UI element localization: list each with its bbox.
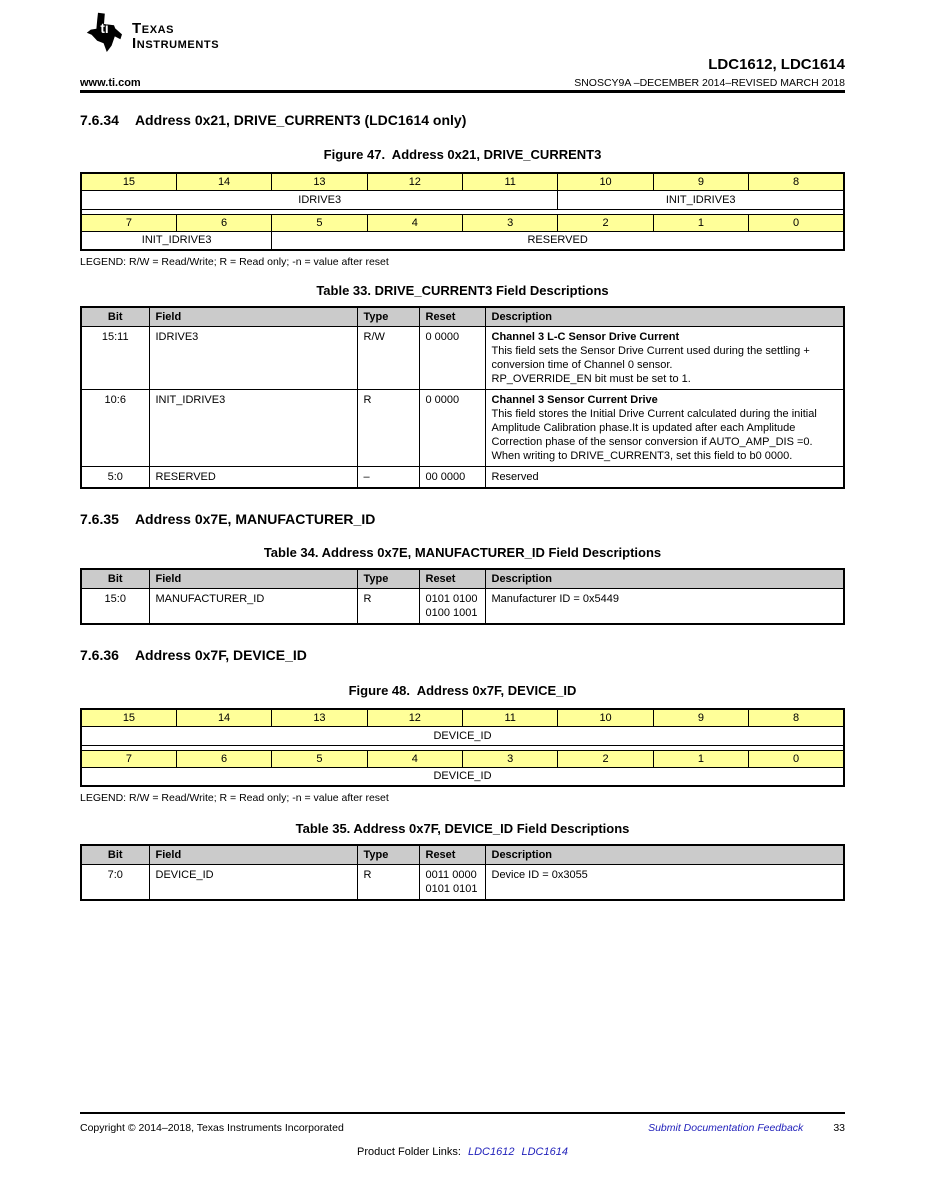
field-row-low <box>81 231 844 250</box>
figure-47-legend: LEGEND: R/W = Read/Write; R = Read only; -n = value after reset <box>80 256 389 268</box>
description-text: RP_OVERRIDE_EN bit must be set to 1. <box>491 373 691 385</box>
section-heading-7-6-34 <box>80 112 845 128</box>
product-link-ldc1614[interactable]: LDC1614 <box>521 1146 568 1158</box>
bit-cell: 9 <box>653 709 748 726</box>
register-field: RESERVED <box>272 231 844 250</box>
copyright-notice: Copyright © 2014–2018, Texas Instruments Incorporated <box>80 1122 344 1134</box>
bit-cell: 3 <box>463 214 558 231</box>
description-title: Channel 3 L-C Sensor Drive Current <box>491 331 680 343</box>
reset-value: 0 0000 <box>419 327 485 390</box>
table-35-caption: Table 35. Address 0x7F, DEVICE_ID Field Descriptions <box>295 821 630 836</box>
bit-cell: 0 <box>749 214 844 231</box>
figure-48-caption: Figure 48. Address 0x7F, DEVICE_ID <box>348 683 577 698</box>
column-header-description: Description <box>485 845 844 865</box>
table-row <box>81 589 844 625</box>
register-field: DEVICE_ID <box>81 726 844 745</box>
reset-value <box>419 865 485 901</box>
bit-cell: 7 <box>81 214 176 231</box>
field-type: R <box>357 589 419 625</box>
field-type: – <box>357 467 419 489</box>
bit-cell: 15 <box>81 709 176 726</box>
column-header-reset: Reset <box>419 845 485 865</box>
register-field: INIT_IDRIVE3 <box>81 231 272 250</box>
bit-cell: 3 <box>463 750 558 767</box>
bit-cell: 6 <box>176 750 271 767</box>
register-field: INIT_IDRIVE3 <box>558 190 844 209</box>
bit-range: 15:0 <box>81 589 149 625</box>
product-folder-label: Product Folder Links: <box>357 1146 461 1158</box>
reset-value: 00 0000 <box>419 467 485 489</box>
table-row <box>81 327 844 390</box>
bit-cell: 4 <box>367 750 462 767</box>
figure-48-legend: LEGEND: R/W = Read/Write; R = Read only; -n = value after reset <box>80 792 389 804</box>
field-description <box>485 467 844 489</box>
brand-line-2: INSTRUMENTS <box>132 35 220 52</box>
field-type: R <box>357 865 419 901</box>
table-34 <box>80 568 845 625</box>
section-title: Address 0x21, DRIVE_CURRENT3 (LDC1614 only) <box>134 112 467 128</box>
bit-cell: 9 <box>653 173 748 190</box>
description-text: When writing to DRIVE_CURRENT3, set this field to b0 0000. <box>491 450 793 462</box>
section-title: Address 0x7E, MANUFACTURER_ID <box>134 511 376 527</box>
submit-feedback-link[interactable]: Submit Documentation Feedback <box>648 1122 804 1134</box>
field-name: RESERVED <box>149 467 357 489</box>
field-description: Manufacturer ID = 0x5449 <box>485 589 844 625</box>
bit-cell: 7 <box>81 750 176 767</box>
field-name: MANUFACTURER_ID <box>149 589 357 625</box>
bit-cell: 10 <box>558 173 653 190</box>
svg-text:ti: ti <box>100 20 109 36</box>
description-text: This field stores the Initial Drive Current calculated during the initial Amplitude Calibration phase.It is updated after each Amplitude Correction phase of the sensor conversion if AUTO_AMP_DIS =0. <box>491 408 817 448</box>
field-description: Device ID = 0x3055 <box>485 865 844 901</box>
section-title: Address 0x7F, DEVICE_ID <box>134 647 307 663</box>
field-type: R <box>357 390 419 467</box>
header-rule <box>80 90 845 93</box>
page-header <box>80 0 845 92</box>
bit-cell: 11 <box>463 709 558 726</box>
bit-cell: 1 <box>653 214 748 231</box>
field-description <box>485 390 844 467</box>
bit-range: 15:11 <box>81 327 149 390</box>
field-row-high <box>81 190 844 209</box>
field-row-low <box>81 767 844 786</box>
table-row <box>81 467 844 489</box>
bit-cell: 14 <box>176 709 271 726</box>
reset-line: 0011 0000 <box>425 869 477 881</box>
doc-revision: SNOSCY9A –DECEMBER 2014–REVISED MARCH 2018 <box>574 77 845 89</box>
bit-number-row-high <box>81 173 844 190</box>
figure-47-caption: Figure 47. Address 0x21, DRIVE_CURRENT3 <box>323 147 602 162</box>
table-35 <box>80 844 845 901</box>
column-header-bit: Bit <box>81 307 149 327</box>
register-field: DEVICE_ID <box>81 767 844 786</box>
table-header-row <box>81 307 844 327</box>
column-header-field: Field <box>149 845 357 865</box>
field-description <box>485 327 844 390</box>
bit-range: 10:6 <box>81 390 149 467</box>
description-text: This field sets the Sensor Drive Current used during the settling + conversion time of Channel 0 sensor. <box>491 345 810 371</box>
bit-range: 5:0 <box>81 467 149 489</box>
column-header-type: Type <box>357 569 419 589</box>
part-numbers: LDC1612, LDC1614 <box>708 56 845 73</box>
field-name: INIT_IDRIVE3 <box>149 390 357 467</box>
bit-range: 7:0 <box>81 865 149 901</box>
reset-line: 0100 1001 <box>425 607 478 619</box>
column-header-description: Description <box>485 307 844 327</box>
figure-47-register-diagram <box>80 172 845 251</box>
column-header-field: Field <box>149 569 357 589</box>
column-header-field: Field <box>149 307 357 327</box>
bit-cell: 5 <box>272 750 367 767</box>
column-header-bit: Bit <box>81 569 149 589</box>
bit-cell: 13 <box>272 173 367 190</box>
column-header-type: Type <box>357 845 419 865</box>
section-heading-7-6-35 <box>80 511 845 527</box>
table-34-caption: Table 34. Address 0x7E, MANUFACTURER_ID Field Descriptions <box>263 545 662 560</box>
bit-cell: 10 <box>558 709 653 726</box>
bit-cell: 2 <box>558 214 653 231</box>
register-field: IDRIVE3 <box>81 190 558 209</box>
column-header-bit: Bit <box>81 845 149 865</box>
page-number: 33 <box>833 1122 845 1134</box>
bit-cell: 5 <box>272 214 367 231</box>
field-name: IDRIVE3 <box>149 327 357 390</box>
section-number: 7.6.34 <box>80 112 119 128</box>
product-link-ldc1612[interactable]: LDC1612 <box>467 1146 515 1158</box>
reset-line: 0101 0100 <box>425 593 478 605</box>
bit-cell: 6 <box>176 214 271 231</box>
bit-cell: 2 <box>558 750 653 767</box>
column-header-reset: Reset <box>419 569 485 589</box>
ti-wordmark <box>132 12 219 52</box>
ti-logo <box>86 12 219 56</box>
bit-cell: 13 <box>272 709 367 726</box>
reset-value <box>419 589 485 625</box>
section-number: 7.6.36 <box>80 647 119 663</box>
column-header-description: Description <box>485 569 844 589</box>
footer-rule <box>80 1112 845 1114</box>
field-row-high <box>81 726 844 745</box>
bit-cell: 15 <box>81 173 176 190</box>
bit-cell: 1 <box>653 750 748 767</box>
bit-cell: 4 <box>367 214 462 231</box>
bit-cell: 8 <box>749 709 844 726</box>
section-number: 7.6.35 <box>80 511 119 527</box>
bit-cell: 8 <box>749 173 844 190</box>
bit-cell: 14 <box>176 173 271 190</box>
bit-number-row-high <box>81 709 844 726</box>
figure-48-register-diagram <box>80 708 845 787</box>
table-row <box>81 865 844 901</box>
bit-cell: 11 <box>463 173 558 190</box>
reset-value: 0 0000 <box>419 390 485 467</box>
table-header-row <box>81 569 844 589</box>
table-33 <box>80 306 845 489</box>
reset-line: 0101 0101 <box>425 883 478 895</box>
bit-cell: 12 <box>367 709 462 726</box>
website-link[interactable]: www.ti.com <box>80 77 141 89</box>
bit-cell: 12 <box>367 173 462 190</box>
table-33-caption: Table 33. DRIVE_CURRENT3 Field Descriptions <box>316 283 609 298</box>
table-header-row <box>81 845 844 865</box>
brand-line-1: TEXAS <box>132 20 175 37</box>
field-name: DEVICE_ID <box>149 865 357 901</box>
texas-map-icon <box>86 12 126 56</box>
bit-number-row-low <box>81 214 844 231</box>
bit-number-row-low <box>81 750 844 767</box>
description-text: Reserved <box>491 471 539 483</box>
section-heading-7-6-36 <box>80 647 845 663</box>
table-row <box>81 390 844 467</box>
field-type: R/W <box>357 327 419 390</box>
description-title: Channel 3 Sensor Current Drive <box>491 394 658 406</box>
page-footer <box>80 1112 845 1158</box>
column-header-type: Type <box>357 307 419 327</box>
bit-cell: 0 <box>749 750 844 767</box>
column-header-reset: Reset <box>419 307 485 327</box>
